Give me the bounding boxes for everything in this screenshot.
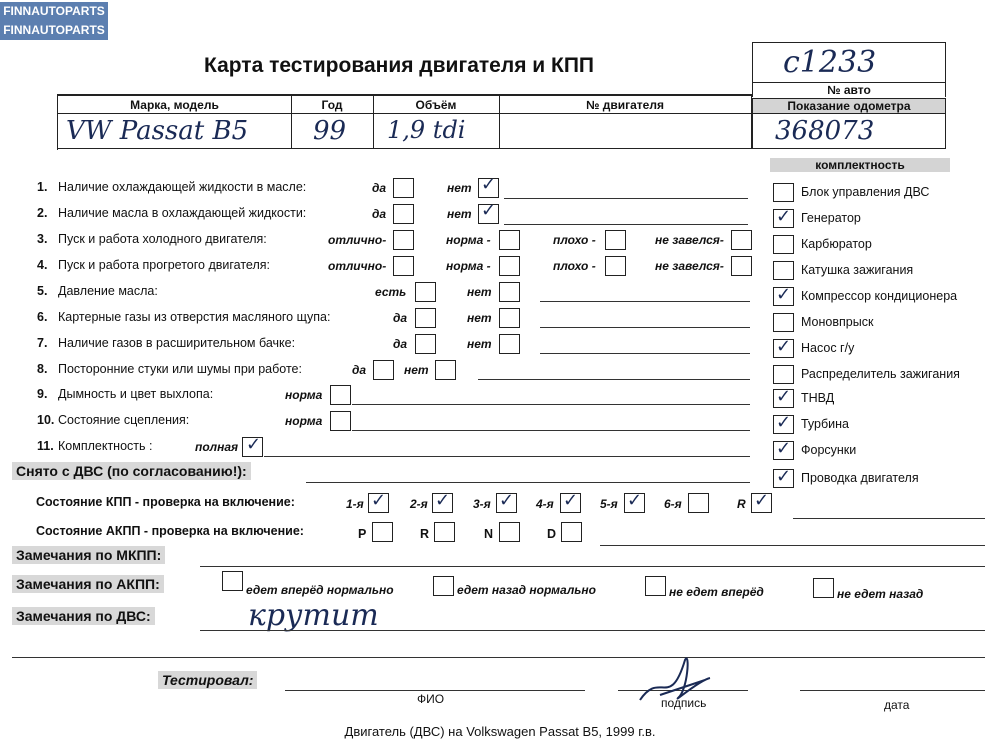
- gear-checkbox[interactable]: [751, 490, 772, 513]
- checkbox-forward-normal[interactable]: [222, 571, 243, 591]
- checkbox-yes[interactable]: [373, 360, 394, 380]
- checkmark-icon: ✓: [481, 200, 497, 221]
- volume-label: Объём: [373, 98, 499, 114]
- checkbox-no[interactable]: [478, 174, 499, 198]
- option-label: нет: [447, 207, 472, 221]
- option-label: норма: [285, 388, 323, 402]
- removed-from-engine-label: Снято с ДВС (по согласованию!):: [12, 462, 251, 480]
- item-number: 10.: [37, 413, 55, 427]
- completeness-item: Турбина: [801, 417, 849, 431]
- completeness-item: Катушка зажигания: [801, 263, 914, 277]
- year-label: Год: [291, 98, 373, 114]
- item-number: 7.: [37, 336, 48, 350]
- gear-label: P: [358, 527, 367, 541]
- completeness-item: Распределитель зажигания: [801, 367, 960, 381]
- completeness-item: Моновпрыск: [801, 315, 874, 329]
- watermark-line-2: FINNAUTOPARTS: [0, 21, 108, 40]
- option-label: едет вперёд нормально: [246, 583, 394, 597]
- odometer-label: Показание одометра: [752, 98, 946, 114]
- item-label: Картерные газы из отверстия масляного щупа:: [58, 310, 331, 324]
- option-label: нет: [467, 285, 492, 299]
- item-label: Посторонние стуки или шумы при работе:: [58, 362, 302, 376]
- car-no-label: № авто: [752, 82, 946, 97]
- gear-label: R: [737, 497, 746, 511]
- gear-checkbox[interactable]: [560, 490, 581, 513]
- checkmark-icon: ✓: [371, 490, 387, 511]
- completeness-title: комплектность: [770, 158, 950, 172]
- checkbox-backward-normal[interactable]: [433, 576, 454, 596]
- checkbox-no-backward[interactable]: [813, 578, 834, 598]
- checkmark-icon: ✓: [776, 438, 792, 459]
- checkbox-no[interactable]: [499, 334, 520, 354]
- item-number: 3.: [37, 232, 48, 246]
- checkmark-icon: ✓: [435, 490, 451, 511]
- option-label: нет: [467, 337, 492, 351]
- year-cell: [291, 96, 374, 149]
- item-label: Давление масла:: [58, 284, 158, 298]
- remarks-mkpp-line: [200, 566, 985, 567]
- kpp-label: Состояние КПП - проверка на включение:: [36, 495, 295, 509]
- page-caption: Двигатель (ДВС) на Volkswagen Passat B5, 1999 г.в.: [344, 724, 656, 739]
- checkbox-yes[interactable]: [393, 204, 414, 224]
- notes-line: [264, 456, 750, 457]
- fio-line: [285, 690, 585, 691]
- option-label: нет: [447, 181, 472, 195]
- form-title: Карта тестирования двигателя и КПП: [204, 54, 595, 77]
- notes-line: [504, 224, 748, 225]
- notes-line: [352, 430, 750, 431]
- checkmark-icon: ✓: [563, 490, 579, 511]
- option-label: норма: [285, 414, 323, 428]
- checkbox-normal[interactable]: [499, 256, 520, 276]
- item-number: 6.: [37, 310, 48, 324]
- notes-line: [540, 327, 750, 328]
- make-label: Марка, модель: [58, 98, 291, 114]
- gear-label: 3-я: [473, 497, 491, 511]
- watermark-line-1: FINNAUTOPARTS: [0, 2, 108, 21]
- checkbox-not-started[interactable]: [731, 256, 752, 276]
- option-label: не завелся-: [655, 259, 724, 273]
- checkbox-no[interactable]: [499, 282, 520, 302]
- checkbox-wiring[interactable]: [773, 466, 794, 488]
- fio-caption: ФИО: [417, 692, 445, 706]
- remarks-dvs-line-1: [200, 630, 985, 631]
- checkmark-icon: ✓: [246, 434, 262, 455]
- gear-label: 2-я: [410, 497, 428, 511]
- gear-checkbox[interactable]: [561, 522, 582, 542]
- checkbox-power-steering-pump[interactable]: [773, 336, 794, 358]
- checkbox-yes[interactable]: [415, 282, 436, 302]
- checkmark-icon: ✓: [776, 412, 792, 433]
- date-caption: дата: [884, 698, 910, 712]
- item-label: Дымность и цвет выхлопа:: [58, 387, 214, 401]
- option-label: нет: [404, 363, 429, 377]
- checkmark-icon: ✓: [627, 490, 643, 511]
- checkbox-yes[interactable]: [415, 308, 436, 328]
- item-label: Наличие масла в охлаждающей жидкости:: [58, 206, 307, 220]
- checkmark-icon: ✓: [776, 386, 792, 407]
- item-number: 11.: [37, 439, 54, 453]
- gear-checkbox[interactable]: [372, 522, 393, 542]
- signature-icon: [630, 650, 720, 710]
- checkmark-icon: ✓: [776, 206, 792, 227]
- engine-no-label: № двигателя: [499, 98, 751, 114]
- checkbox-no[interactable]: [499, 308, 520, 328]
- item-number: 2.: [37, 206, 48, 220]
- option-label: нет: [467, 311, 492, 325]
- checkbox-excellent[interactable]: [393, 256, 414, 276]
- item-label: Наличие газов в расширительном бачке:: [58, 336, 296, 350]
- option-label: полная: [195, 440, 239, 454]
- option-label: да: [393, 311, 408, 325]
- remarks-akpp-label: Замечания по АКПП:: [12, 575, 164, 593]
- gear-checkbox[interactable]: [688, 493, 709, 513]
- checkbox-ignition-coil[interactable]: [773, 261, 794, 280]
- option-label: да: [372, 181, 387, 195]
- item-number: 9.: [37, 387, 48, 401]
- engine-no-cell: [499, 96, 752, 149]
- make-cell: [58, 96, 292, 149]
- gear-label: 1-я: [346, 497, 364, 511]
- gear-checkbox[interactable]: [434, 522, 455, 542]
- remarks-dvs-value: крутит: [248, 598, 379, 633]
- volume-value: 1,9 tdi: [387, 116, 466, 144]
- checkbox-not-started[interactable]: [731, 230, 752, 250]
- remarks-dvs-label: Замечания по ДВС:: [12, 607, 155, 625]
- checkmark-icon: ✓: [776, 466, 792, 487]
- option-label: да: [372, 207, 387, 221]
- checkbox-no-forward[interactable]: [645, 576, 666, 596]
- notes-line: [352, 404, 750, 405]
- gear-checkbox[interactable]: [368, 490, 389, 513]
- kpp-notes-line: [793, 518, 985, 519]
- checkmark-icon: ✓: [754, 490, 770, 511]
- remarks-mkpp-label: Замечания по МКПП:: [12, 546, 165, 564]
- checkbox-distributor[interactable]: [773, 365, 794, 384]
- checkbox-normal[interactable]: [330, 385, 351, 405]
- stock-number: c1233: [783, 45, 877, 80]
- date-line: [800, 690, 985, 691]
- option-label: есть: [375, 285, 407, 299]
- completeness-item: Проводка двигателя: [801, 471, 919, 485]
- gear-label: N: [484, 527, 494, 541]
- tested-by-label: Тестировал:: [158, 671, 257, 689]
- stock-number-box: [752, 42, 946, 83]
- completeness-item: Карбюратор: [801, 237, 872, 251]
- checkbox-injectors[interactable]: [773, 438, 794, 460]
- checkbox-mono-injection[interactable]: [773, 313, 794, 332]
- option-label: да: [352, 363, 367, 377]
- gear-checkbox[interactable]: [432, 490, 453, 513]
- gear-label: 5-я: [600, 497, 618, 511]
- checkbox-normal[interactable]: [330, 411, 351, 431]
- checkbox-no[interactable]: [478, 200, 499, 224]
- option-label: норма -: [446, 259, 491, 273]
- checkbox-yes[interactable]: [393, 178, 414, 198]
- gear-label: D: [547, 527, 557, 541]
- akpp-notes-line: [600, 545, 985, 546]
- signature-caption: подпись: [661, 696, 707, 710]
- item-number: 8.: [37, 362, 48, 376]
- gear-checkbox[interactable]: [499, 522, 520, 542]
- odometer-box: [752, 114, 946, 149]
- option-label: да: [393, 337, 408, 351]
- gear-checkbox[interactable]: [496, 490, 517, 513]
- completeness-item: Насос г/у: [801, 341, 855, 355]
- item-number: 1.: [37, 180, 48, 194]
- notes-line: [540, 353, 750, 354]
- volume-cell: [373, 96, 500, 149]
- checkbox-no[interactable]: [435, 360, 456, 380]
- item-label: Комплектность :: [58, 439, 153, 453]
- gear-checkbox[interactable]: [624, 490, 645, 513]
- checkbox-bad[interactable]: [605, 256, 626, 276]
- item-number: 4.: [37, 258, 48, 272]
- notes-line: [478, 379, 750, 380]
- option-label: норма -: [446, 233, 491, 247]
- completeness-item: Форсунки: [801, 443, 857, 457]
- checkbox-alternator[interactable]: [773, 206, 794, 228]
- year-value: 99: [313, 116, 347, 146]
- checkmark-icon: ✓: [481, 174, 497, 195]
- odometer-value: 368073: [775, 116, 875, 146]
- item-label: Состояние сцепления:: [58, 413, 190, 427]
- item-label: Пуск и работа прогретого двигателя:: [58, 258, 270, 272]
- option-label: едет назад нормально: [457, 583, 597, 597]
- option-label: отлично-: [328, 259, 387, 273]
- option-label: плохо -: [553, 233, 596, 247]
- completeness-item: Блок управления ДВС: [801, 185, 930, 199]
- item-label: Пуск и работа холодного двигателя:: [58, 232, 267, 246]
- removed-notes-line: [306, 482, 750, 483]
- make-value: VW Passat B5: [66, 116, 249, 146]
- option-label: не завелся-: [655, 233, 724, 247]
- checkbox-bad[interactable]: [605, 230, 626, 250]
- notes-line: [504, 198, 748, 199]
- gear-label: 6-я: [664, 497, 682, 511]
- item-label: Наличие охлаждающей жидкости в масле:: [58, 180, 307, 194]
- vehicle-header-table: [57, 94, 752, 150]
- option-label: не едет вперёд: [669, 585, 764, 599]
- akpp-label: Состояние АКПП - проверка на включение:: [36, 524, 304, 538]
- checkmark-icon: ✓: [776, 284, 792, 305]
- gear-label: R: [420, 527, 430, 541]
- option-label: плохо -: [553, 259, 596, 273]
- option-label: отлично-: [328, 233, 387, 247]
- checkbox-ac-compressor[interactable]: [773, 284, 794, 306]
- gear-label: 4-я: [536, 497, 554, 511]
- checkbox-excellent[interactable]: [393, 230, 414, 250]
- checkbox-turbo[interactable]: [773, 412, 794, 434]
- option-label: не едет назад: [837, 587, 924, 601]
- checkbox-injection-pump[interactable]: [773, 386, 794, 408]
- completeness-item: Генератор: [801, 211, 861, 225]
- item-number: 5.: [37, 284, 48, 298]
- checkbox-normal[interactable]: [499, 230, 520, 250]
- checkmark-icon: ✓: [776, 336, 792, 357]
- checkbox-ecu[interactable]: [773, 183, 794, 202]
- completeness-item: Компрессор кондиционера: [801, 289, 958, 303]
- checkbox-complete[interactable]: [242, 434, 263, 457]
- notes-line: [540, 301, 750, 302]
- completeness-item: ТНВД: [801, 391, 835, 405]
- remarks-dvs-line-2: [12, 657, 985, 658]
- checkbox-yes[interactable]: [415, 334, 436, 354]
- checkbox-carburetor[interactable]: [773, 235, 794, 254]
- checkmark-icon: ✓: [499, 490, 515, 511]
